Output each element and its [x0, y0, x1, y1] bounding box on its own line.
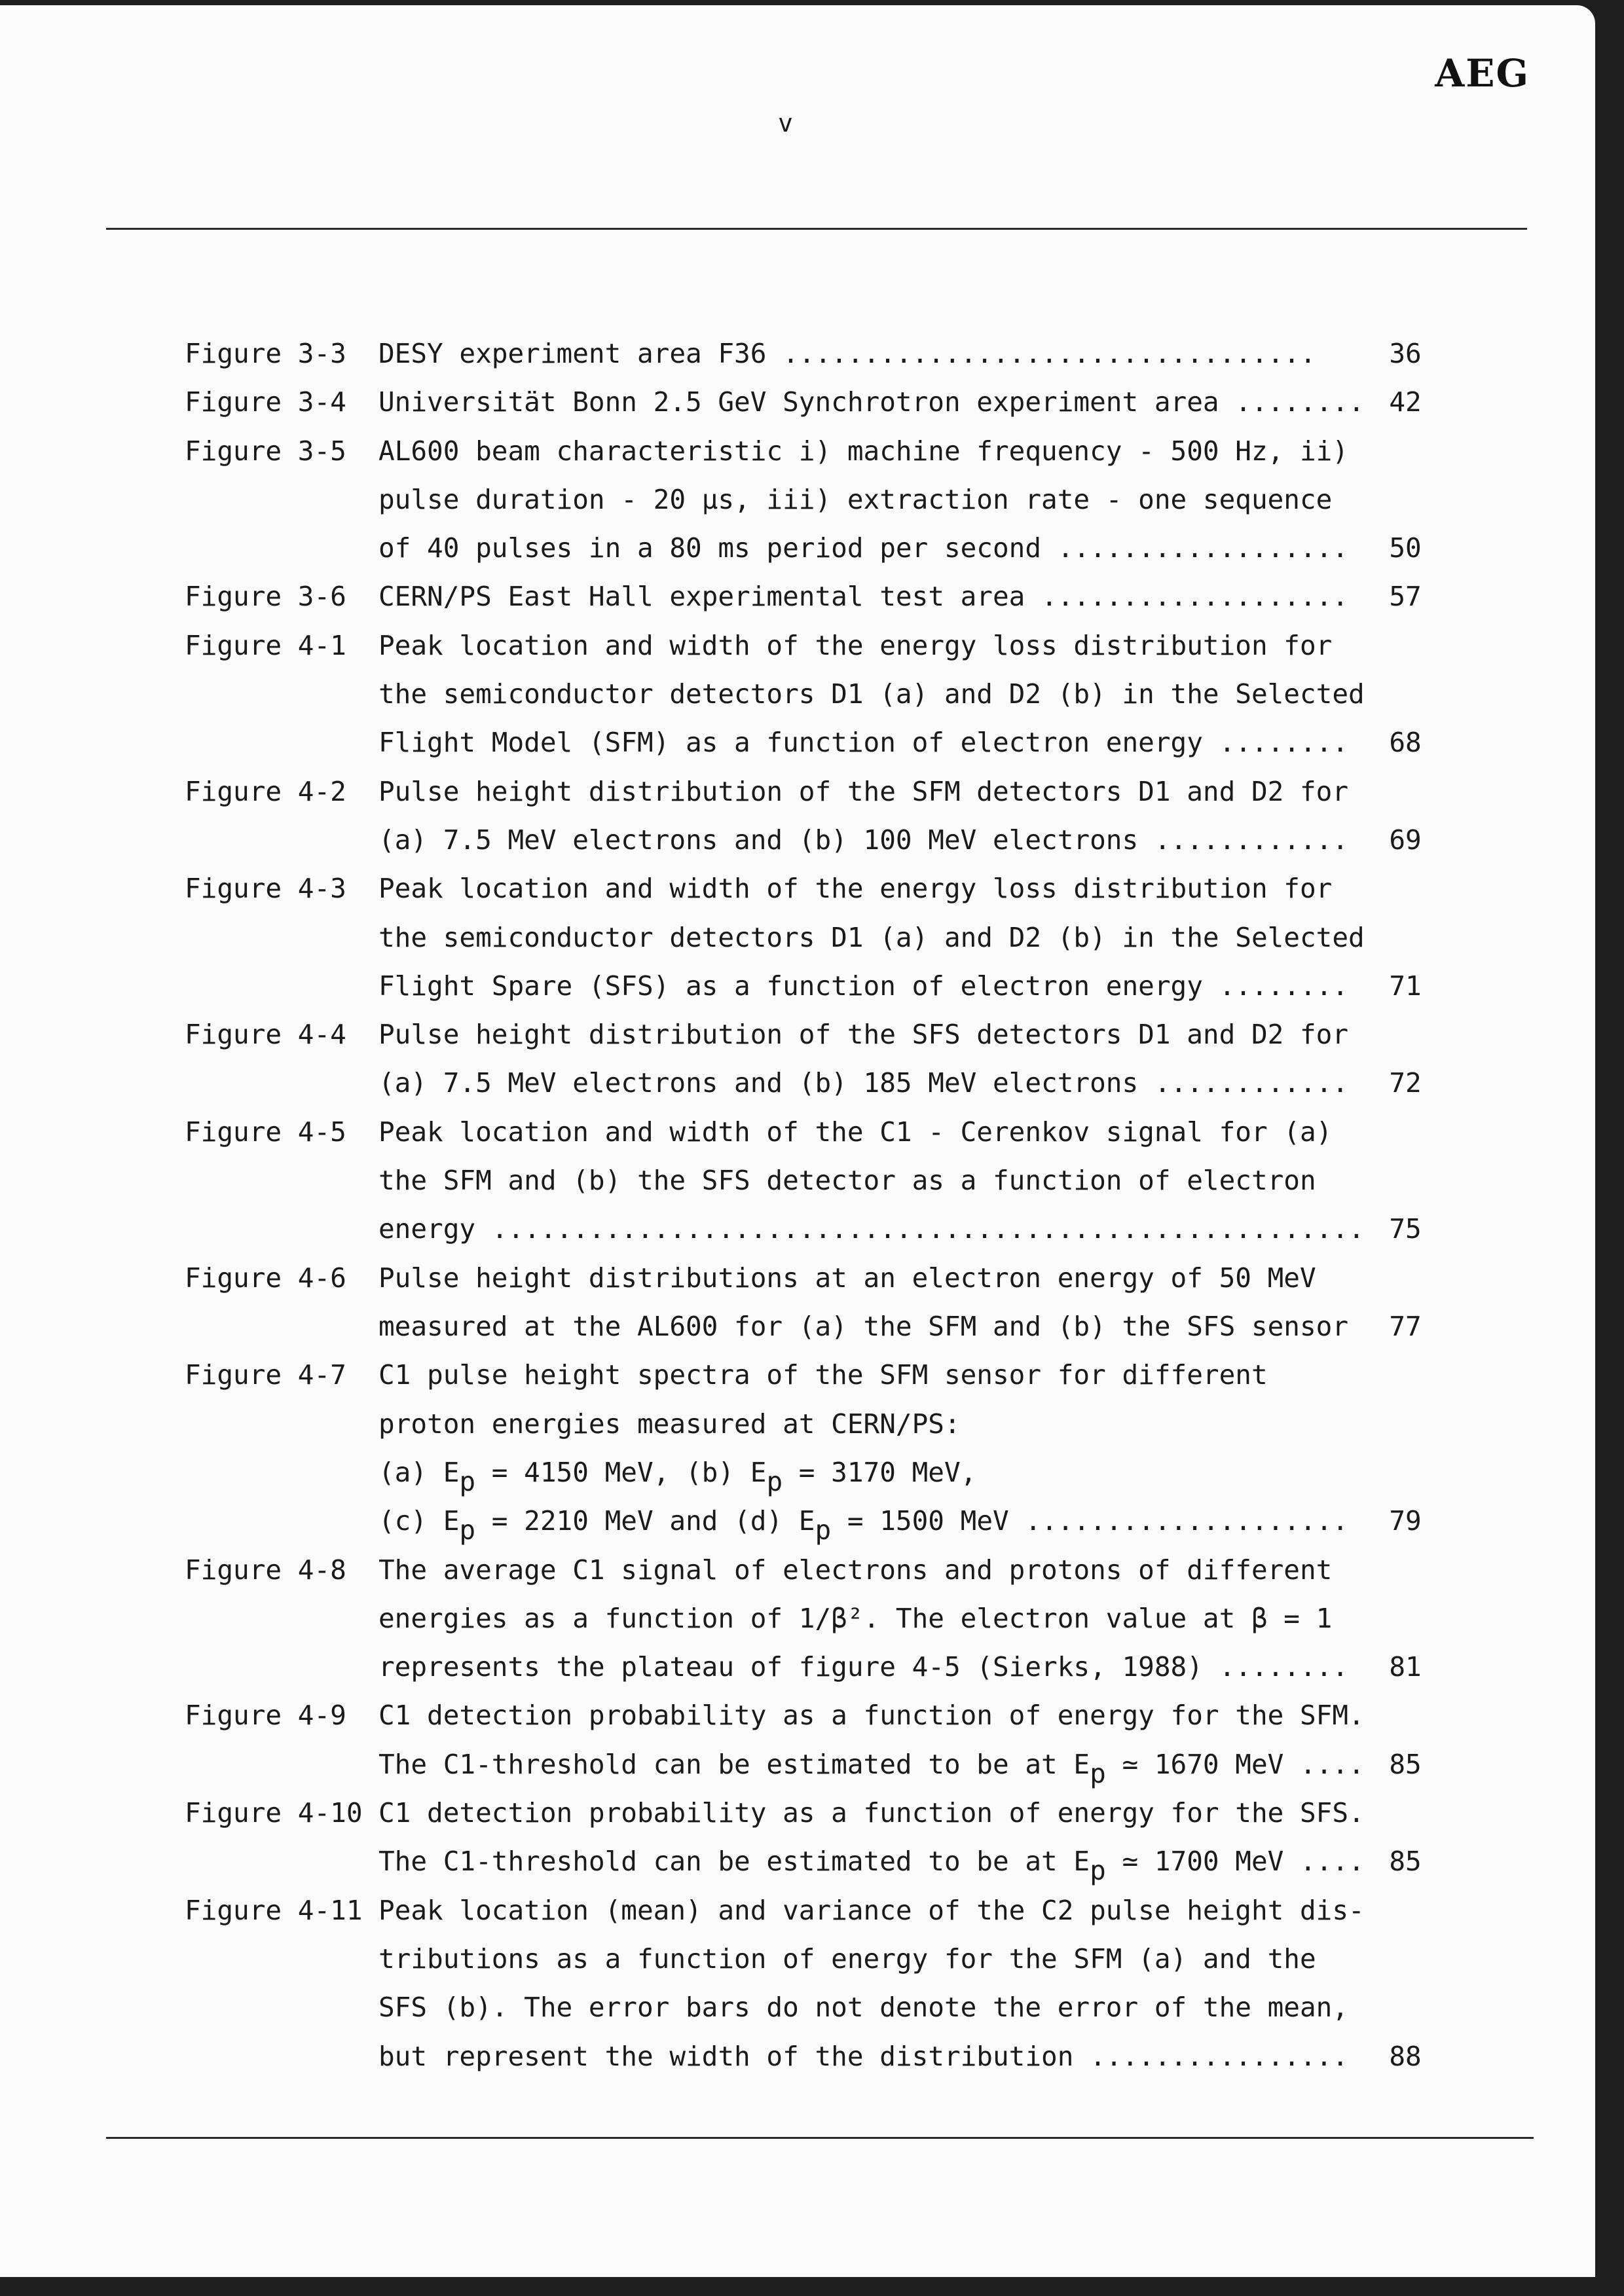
figure-caption-text: Pulse height distribution of the SFS detectors D1 and D2 for [378, 1019, 1349, 1050]
figure-caption-text: Pulse height distribution of the SFM detectors D1 and D2 for [378, 776, 1349, 807]
figure-caption-text: CERN/PS East Hall experimental test area ................... [378, 581, 1349, 612]
figure-entry-line [0, 1351, 1595, 1399]
figure-caption-text: energy ...................................................... [378, 1213, 1365, 1245]
figure-entry-line [0, 1983, 1595, 2032]
caption-fragment: (c) E [378, 1505, 460, 1537]
figure-caption-text [378, 1837, 1365, 1886]
figure-entry-line [0, 718, 1595, 767]
figure-caption-text [378, 1497, 1348, 1545]
figure-label: Figure 4-7 [185, 1359, 346, 1391]
figure-entry-line [0, 1546, 1595, 1594]
figure-entry-line [0, 1205, 1595, 1253]
figure-page-number: 68 [1389, 727, 1422, 758]
figure-caption-text: Peak location and width of the energy loss distribution for [378, 873, 1333, 904]
figure-entry-line [0, 1691, 1595, 1740]
brand-logo-text: AEG [1435, 51, 1530, 96]
document-page [0, 5, 1595, 2277]
figure-page-number: 85 [1389, 1749, 1422, 1780]
figure-caption-text: the SFM and (b) the SFS detector as a function of electron [378, 1165, 1316, 1196]
figure-label: Figure 4-2 [185, 776, 346, 807]
subscript-text: p [1090, 1855, 1106, 1886]
figure-entry-line [0, 962, 1595, 1010]
figure-entry-line [0, 329, 1595, 378]
subscript-text: p [459, 1514, 476, 1546]
figure-entry-line [0, 1643, 1595, 1691]
figure-caption-text: SFS (b). The error bars do not denote the error of the mean, [378, 1992, 1349, 2023]
figure-caption-text: The average C1 signal of electrons and protons of different [378, 1554, 1333, 1586]
subscript-text: p [815, 1514, 832, 1546]
subscript-text: p [766, 1466, 783, 1497]
figure-entry-line [0, 1059, 1595, 1107]
figure-caption-text: pulse duration - 20 µs, iii) extraction rate - one sequence [378, 484, 1333, 515]
figure-entry-line [0, 670, 1595, 718]
figure-caption-text: DESY experiment area F36 ................................. [378, 338, 1316, 369]
figure-caption-text: Pulse height distributions at an electron energy of 50 MeV [378, 1262, 1316, 1294]
caption-fragment: ≃ 1670 MeV .... [1105, 1749, 1365, 1780]
figure-label: Figure 4-3 [185, 873, 346, 904]
figure-label: Figure 4-10 [185, 1797, 363, 1829]
figure-caption-text: Peak location and width of the energy loss distribution for [378, 630, 1333, 661]
figure-page-number: 77 [1389, 1311, 1422, 1342]
figure-entry-line [0, 1740, 1595, 1789]
figure-entry-line [0, 1108, 1595, 1156]
figure-caption-text: Peak location and width of the C1 - Cerenkov signal for (a) [378, 1116, 1333, 1148]
caption-fragment: = 1500 MeV .................... [831, 1505, 1349, 1537]
figure-page-number: 79 [1389, 1505, 1422, 1537]
caption-fragment: = 3170 MeV, [783, 1457, 977, 1488]
subscript-text: p [459, 1466, 476, 1497]
figure-caption-text [378, 1448, 976, 1497]
figure-label: Figure 4-4 [185, 1019, 346, 1050]
figure-label: Figure 4-8 [185, 1554, 346, 1586]
figure-label: Figure 3-4 [185, 386, 346, 418]
figure-entry-line [0, 475, 1595, 524]
figure-page-number: 72 [1389, 1067, 1422, 1099]
figure-label: Figure 3-5 [185, 435, 346, 467]
figure-entry-line [0, 1448, 1595, 1497]
figure-caption-text: of 40 pulses in a 80 ms period per second .................. [378, 532, 1349, 564]
list-of-figures [0, 5, 1595, 2277]
figure-entry-line [0, 1010, 1595, 1059]
figure-page-number: 50 [1389, 532, 1422, 564]
figure-caption-text: energies as a function of 1/β². The electron value at β = 1 [378, 1603, 1333, 1634]
caption-fragment: The C1-threshold can be estimated to be at E [378, 1749, 1090, 1780]
figure-label: Figure 3-6 [185, 581, 346, 612]
figure-entry-line [0, 572, 1595, 621]
caption-fragment: = 2210 MeV and (d) E [475, 1505, 815, 1537]
figure-page-number: 75 [1389, 1213, 1422, 1245]
figure-label: Figure 4-6 [185, 1262, 346, 1294]
figure-caption-text: C1 detection probability as a function of energy for the SFM. [378, 1700, 1365, 1731]
footer-divider [106, 2137, 1534, 2139]
figure-page-number: 36 [1389, 338, 1422, 369]
figure-page-number: 71 [1389, 970, 1422, 1002]
figure-page-number: 88 [1389, 2041, 1422, 2072]
figure-entry-line [0, 427, 1595, 475]
figure-caption-text: represents the plateau of figure 4-5 (Sierks, 1988) ........ [378, 1651, 1349, 1683]
figure-label: Figure 4-9 [185, 1700, 346, 1731]
figure-caption-text: Universität Bonn 2.5 GeV Synchrotron experiment area ........ [378, 386, 1365, 418]
figure-caption-text: Peak location (mean) and variance of the C2 pulse height dis- [378, 1895, 1365, 1926]
figure-entry-line [0, 1886, 1595, 1935]
figure-caption-text: AL600 beam characteristic i) machine frequency - 500 Hz, ii) [378, 435, 1349, 467]
caption-fragment: ≃ 1700 MeV .... [1105, 1846, 1365, 1877]
figure-caption-text: Flight Spare (SFS) as a function of electron energy ........ [378, 970, 1349, 1002]
figure-page-number: 42 [1389, 386, 1422, 418]
figure-entry-line [0, 1254, 1595, 1302]
figure-entry-line [0, 1837, 1595, 1886]
figure-caption-text: measured at the AL600 for (a) the SFM and (b) the SFS sensor [378, 1311, 1349, 1342]
figure-entry-line [0, 621, 1595, 670]
figure-entry-line [0, 1497, 1595, 1545]
figure-entry-line [0, 1935, 1595, 1983]
figure-page-number: 69 [1389, 824, 1422, 856]
figure-entry-line [0, 864, 1595, 913]
figure-entry-line [0, 816, 1595, 864]
figure-label: Figure 3-3 [185, 338, 346, 369]
figure-caption-text: but represent the width of the distribution ................ [378, 2041, 1349, 2072]
figure-caption-text: (a) 7.5 MeV electrons and (b) 100 MeV electrons ............ [378, 824, 1349, 856]
caption-fragment: The C1-threshold can be estimated to be at E [378, 1846, 1090, 1877]
figure-caption-text: Flight Model (SFM) as a function of electron energy ........ [378, 727, 1349, 758]
figure-entry-line [0, 1156, 1595, 1205]
figure-caption-text [378, 1740, 1365, 1789]
figure-caption-text: the semiconductor detectors D1 (a) and D2 (b) in the Selected [378, 678, 1365, 710]
figure-entry-line [0, 767, 1595, 816]
subscript-text: p [1090, 1758, 1106, 1789]
figure-label: Figure 4-1 [185, 630, 346, 661]
figure-page-number: 81 [1389, 1651, 1422, 1683]
figure-caption-text: C1 detection probability as a function of energy for the SFS. [378, 1797, 1365, 1829]
figure-entry-line [0, 2032, 1595, 2081]
figure-caption-text: tributions as a function of energy for the SFM (a) and the [378, 1943, 1316, 1975]
figure-caption-text: (a) 7.5 MeV electrons and (b) 185 MeV electrons ............ [378, 1067, 1349, 1099]
figure-page-number: 85 [1389, 1846, 1422, 1877]
page-number: v [778, 109, 793, 137]
figure-entry-line [0, 378, 1595, 426]
figure-entry-line [0, 524, 1595, 572]
figure-label: Figure 4-11 [185, 1895, 363, 1926]
figure-caption-text: the semiconductor detectors D1 (a) and D2 (b) in the Selected [378, 922, 1365, 953]
figure-entry-line [0, 1789, 1595, 1837]
caption-fragment: (a) E [378, 1457, 460, 1488]
figure-label: Figure 4-5 [185, 1116, 346, 1148]
figure-page-number: 57 [1389, 581, 1422, 612]
caption-fragment: = 4150 MeV, (b) E [475, 1457, 767, 1488]
figure-entry-line [0, 913, 1595, 962]
figure-entry-line [0, 1302, 1595, 1351]
figure-entry-line [0, 1594, 1595, 1643]
figure-caption-text: C1 pulse height spectra of the SFM sensor for different [378, 1359, 1268, 1391]
figure-caption-text: proton energies measured at CERN/PS: [378, 1408, 961, 1440]
figure-entry-line [0, 1400, 1595, 1448]
